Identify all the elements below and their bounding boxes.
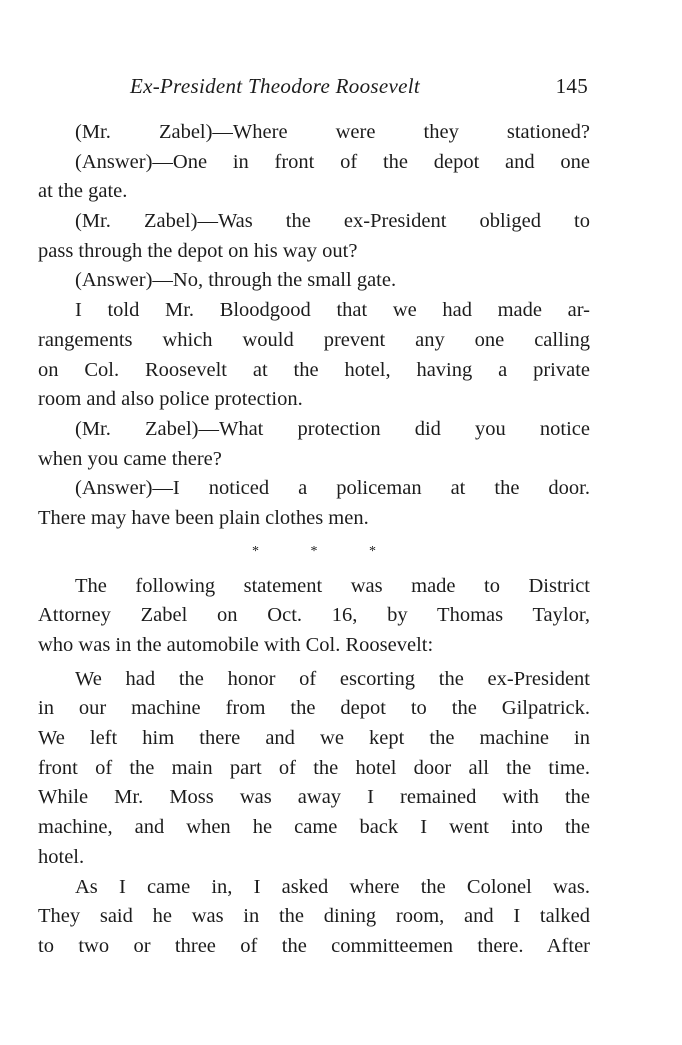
text-line: when you came there?	[38, 447, 222, 470]
separator-asterisk: *	[310, 543, 318, 559]
running-title: Ex-President Theodore Roosevelt	[130, 74, 420, 98]
text-line: We had the honor of escorting the ex-President	[75, 667, 590, 690]
text-line: We left him there and we kept the machine in	[38, 727, 590, 750]
separator-asterisk: *	[252, 543, 259, 559]
section-separator	[38, 532, 590, 572]
text-line: to two or three of the committeemen there. After	[38, 934, 590, 957]
text-line: (Answer)—I noticed a policeman at the door.	[75, 477, 590, 500]
text-line: rangements which would prevent any one calling	[38, 328, 590, 351]
text-line: hotel.	[38, 845, 85, 868]
page-number: 145	[555, 74, 588, 98]
page-body	[38, 118, 590, 962]
running-header	[38, 74, 590, 102]
text-line: I told Mr. Bloodgood that we had made ar-	[75, 299, 590, 322]
text-line: (Answer)—No, through the small gate.	[75, 269, 397, 292]
separator-asterisk: *	[369, 543, 376, 559]
text-line: who was in the automobile with Col. Roosevelt:	[38, 634, 434, 656]
text-line: front of the main part of the hotel door all the time.	[38, 756, 590, 779]
text-line: The following statement was made to District	[75, 574, 590, 597]
text-line: While Mr. Moss was away I remained with the	[38, 786, 590, 809]
text-line: in our machine from the depot to the Gilpatrick.	[38, 697, 590, 720]
text-line: Attorney Zabel on Oct. 16, by Thomas Taylor,	[38, 604, 590, 627]
text-line: As I came in, I asked where the Colonel was.	[75, 875, 590, 898]
text-line: (Answer)—One in front of the depot and one	[75, 150, 590, 173]
text-line: on Col. Roosevelt at the hotel, having a private	[38, 358, 590, 381]
text-line: machine, and when he came back I went into the	[38, 816, 590, 839]
text-line: at the gate.	[38, 180, 128, 203]
text-line: (Mr. Zabel)—Was the ex-President obliged to	[75, 210, 590, 233]
text-line: There may have been plain clothes men.	[38, 506, 369, 529]
text-line: room and also police protection.	[38, 388, 303, 411]
text-line: (Mr. Zabel)—What protection did you notice	[75, 417, 590, 440]
text-line: They said he was in the dining room, and I talked	[38, 905, 590, 928]
text-line: (Mr. Zabel)—Where were they stationed?	[75, 121, 590, 143]
text-line: pass through the depot on his way out?	[38, 239, 358, 262]
